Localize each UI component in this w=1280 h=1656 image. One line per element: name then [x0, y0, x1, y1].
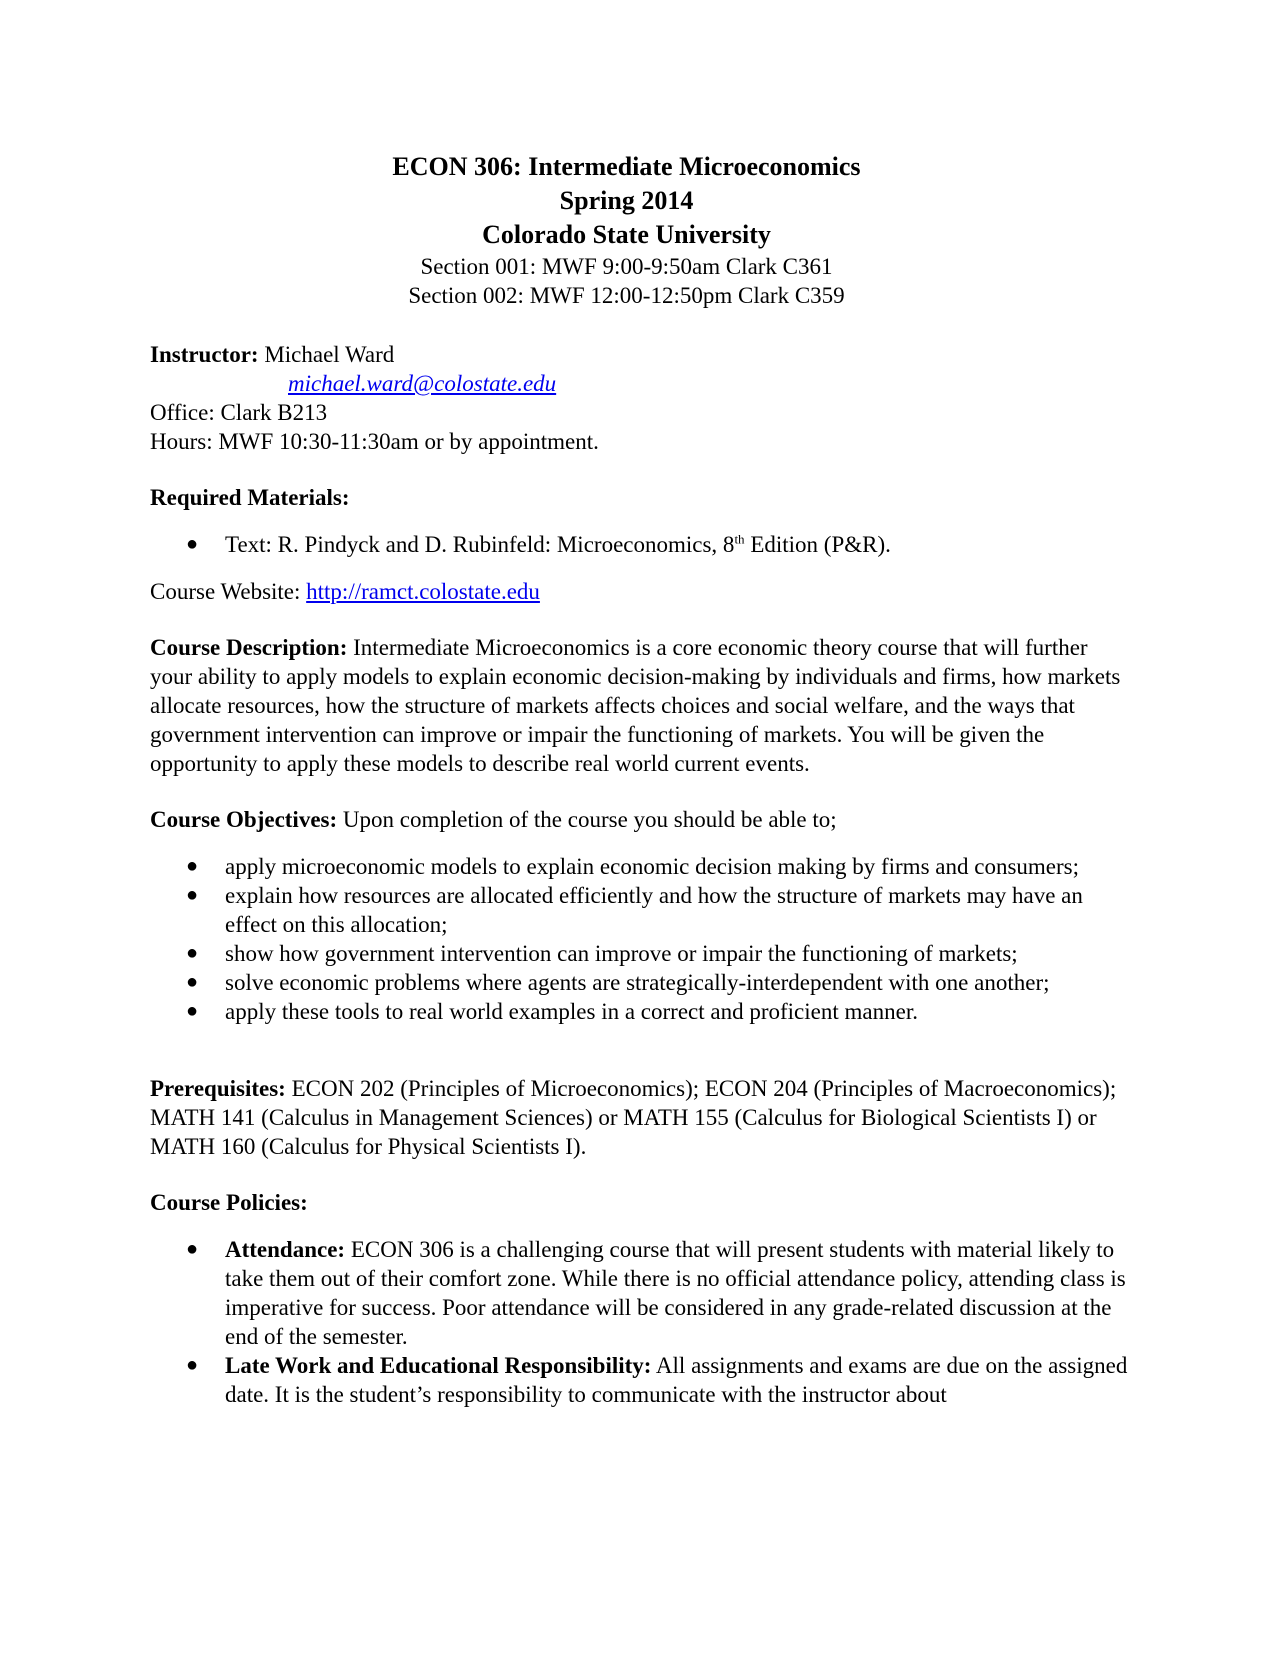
list-item — [150, 881, 1135, 939]
term: Spring 2014 — [559, 186, 694, 215]
course-website — [150, 577, 1135, 606]
list-item — [150, 939, 1135, 968]
policy-label: Late Work and Educational Responsibility: — [225, 1353, 652, 1378]
textbook-text-end: Edition (P&R). — [744, 532, 891, 557]
description-label: Course Description: — [150, 635, 348, 660]
instructor-email-link[interactable]: michael.ward@colostate.edu — [288, 371, 557, 396]
course-title: ECON 306: Intermediate Microeconomics — [392, 152, 861, 181]
course-objectives — [150, 805, 1135, 834]
objectives-list — [150, 852, 1135, 1026]
bullet-icon: ● — [186, 1238, 199, 1260]
objective-text: solve economic problems where agents are strategically-interdependent with one another; — [225, 970, 1050, 995]
instructor-block — [150, 340, 1135, 456]
website-label: Course Website: — [150, 579, 307, 604]
university: Colorado State University — [482, 220, 771, 249]
edition-superscript: th — [734, 531, 745, 547]
bullet-icon: ● — [186, 533, 199, 555]
bullet-icon: ● — [186, 884, 199, 906]
bullet-icon: ● — [186, 1354, 199, 1376]
bullet-icon: ● — [186, 855, 199, 877]
objective-text: explain how resources are allocated efficiently and how the structure of markets may have an effect on this allocation; — [225, 883, 1083, 937]
title-block — [118, 150, 1135, 310]
policy-text: All assignments and exams are due on the assigned date. It is the student’s responsibility to communicate with the instructor about — [225, 1353, 1128, 1407]
instructor-label: Instructor: — [150, 342, 259, 367]
bullet-icon: ● — [186, 1000, 199, 1022]
objective-text: show how government intervention can improve or impair the functioning of markets; — [225, 941, 1018, 966]
materials-list — [150, 530, 1135, 559]
office: Office: Clark B213 — [150, 400, 328, 425]
objectives-intro: Upon completion of the course you should be able to; — [337, 807, 837, 832]
list-item — [150, 968, 1135, 997]
course-description — [150, 633, 1135, 778]
policies-list — [150, 1235, 1135, 1409]
course-policies-heading: Course Policies: — [150, 1190, 308, 1215]
required-materials-heading: Required Materials: — [150, 485, 350, 510]
section-002: Section 002: MWF 12:00-12:50pm Clark C359 — [408, 283, 845, 308]
list-item — [150, 852, 1135, 881]
objective-text: apply microeconomic models to explain economic decision making by firms and consumers; — [225, 854, 1079, 879]
list-item — [150, 1235, 1135, 1351]
instructor-name: Michael Ward — [258, 342, 395, 367]
objectives-label: Course Objectives: — [150, 807, 338, 832]
bullet-icon: ● — [186, 942, 199, 964]
policy-text: ECON 306 is a challenging course that will present students with material likely to take them out of their comfort zone. While there is no official attendance policy, attending class is imperative for success. Poor attendance will be considered in any grade-related discussion at the end of the semester. — [225, 1237, 1126, 1349]
policy-label: Attendance: — [225, 1237, 346, 1262]
office-hours: Hours: MWF 10:30-11:30am or by appointment. — [150, 429, 599, 454]
objective-text: apply these tools to real world examples in a correct and proficient manner. — [225, 999, 918, 1024]
list-item — [150, 1351, 1135, 1409]
prerequisites-label: Prerequisites: — [150, 1076, 286, 1101]
prerequisites-text: ECON 202 (Principles of Microeconomics); ECON 204 (Principles of Macroeconomics); MATH 141 (Calculus in Management Sciences) or MATH 155 (Calculus for Biological Scientists I) or MATH 160 (Calculus for Physical Scientists I). — [150, 1076, 1117, 1159]
bullet-icon: ● — [186, 971, 199, 993]
website-link[interactable]: http://ramct.colostate.edu — [306, 579, 540, 604]
list-item — [150, 997, 1135, 1026]
list-item — [150, 530, 1135, 559]
syllabus-page — [150, 150, 1135, 1409]
textbook-text: Text: R. Pindyck and D. Rubinfeld: Microeconomics, 8 — [225, 532, 735, 557]
description-text: Intermediate Microeconomics is a core economic theory course that will further your ability to apply models to explain economic decision-making by individuals and firms, how markets allocate resources, how the structure of markets affects choices and social welfare, and the ways that government intervention can improve or impair the functioning of markets. You will be given the opportunity to apply these models to describe real world current events. — [150, 635, 1121, 776]
prerequisites — [150, 1074, 1135, 1161]
section-001: Section 001: MWF 9:00-9:50am Clark C361 — [420, 254, 833, 279]
